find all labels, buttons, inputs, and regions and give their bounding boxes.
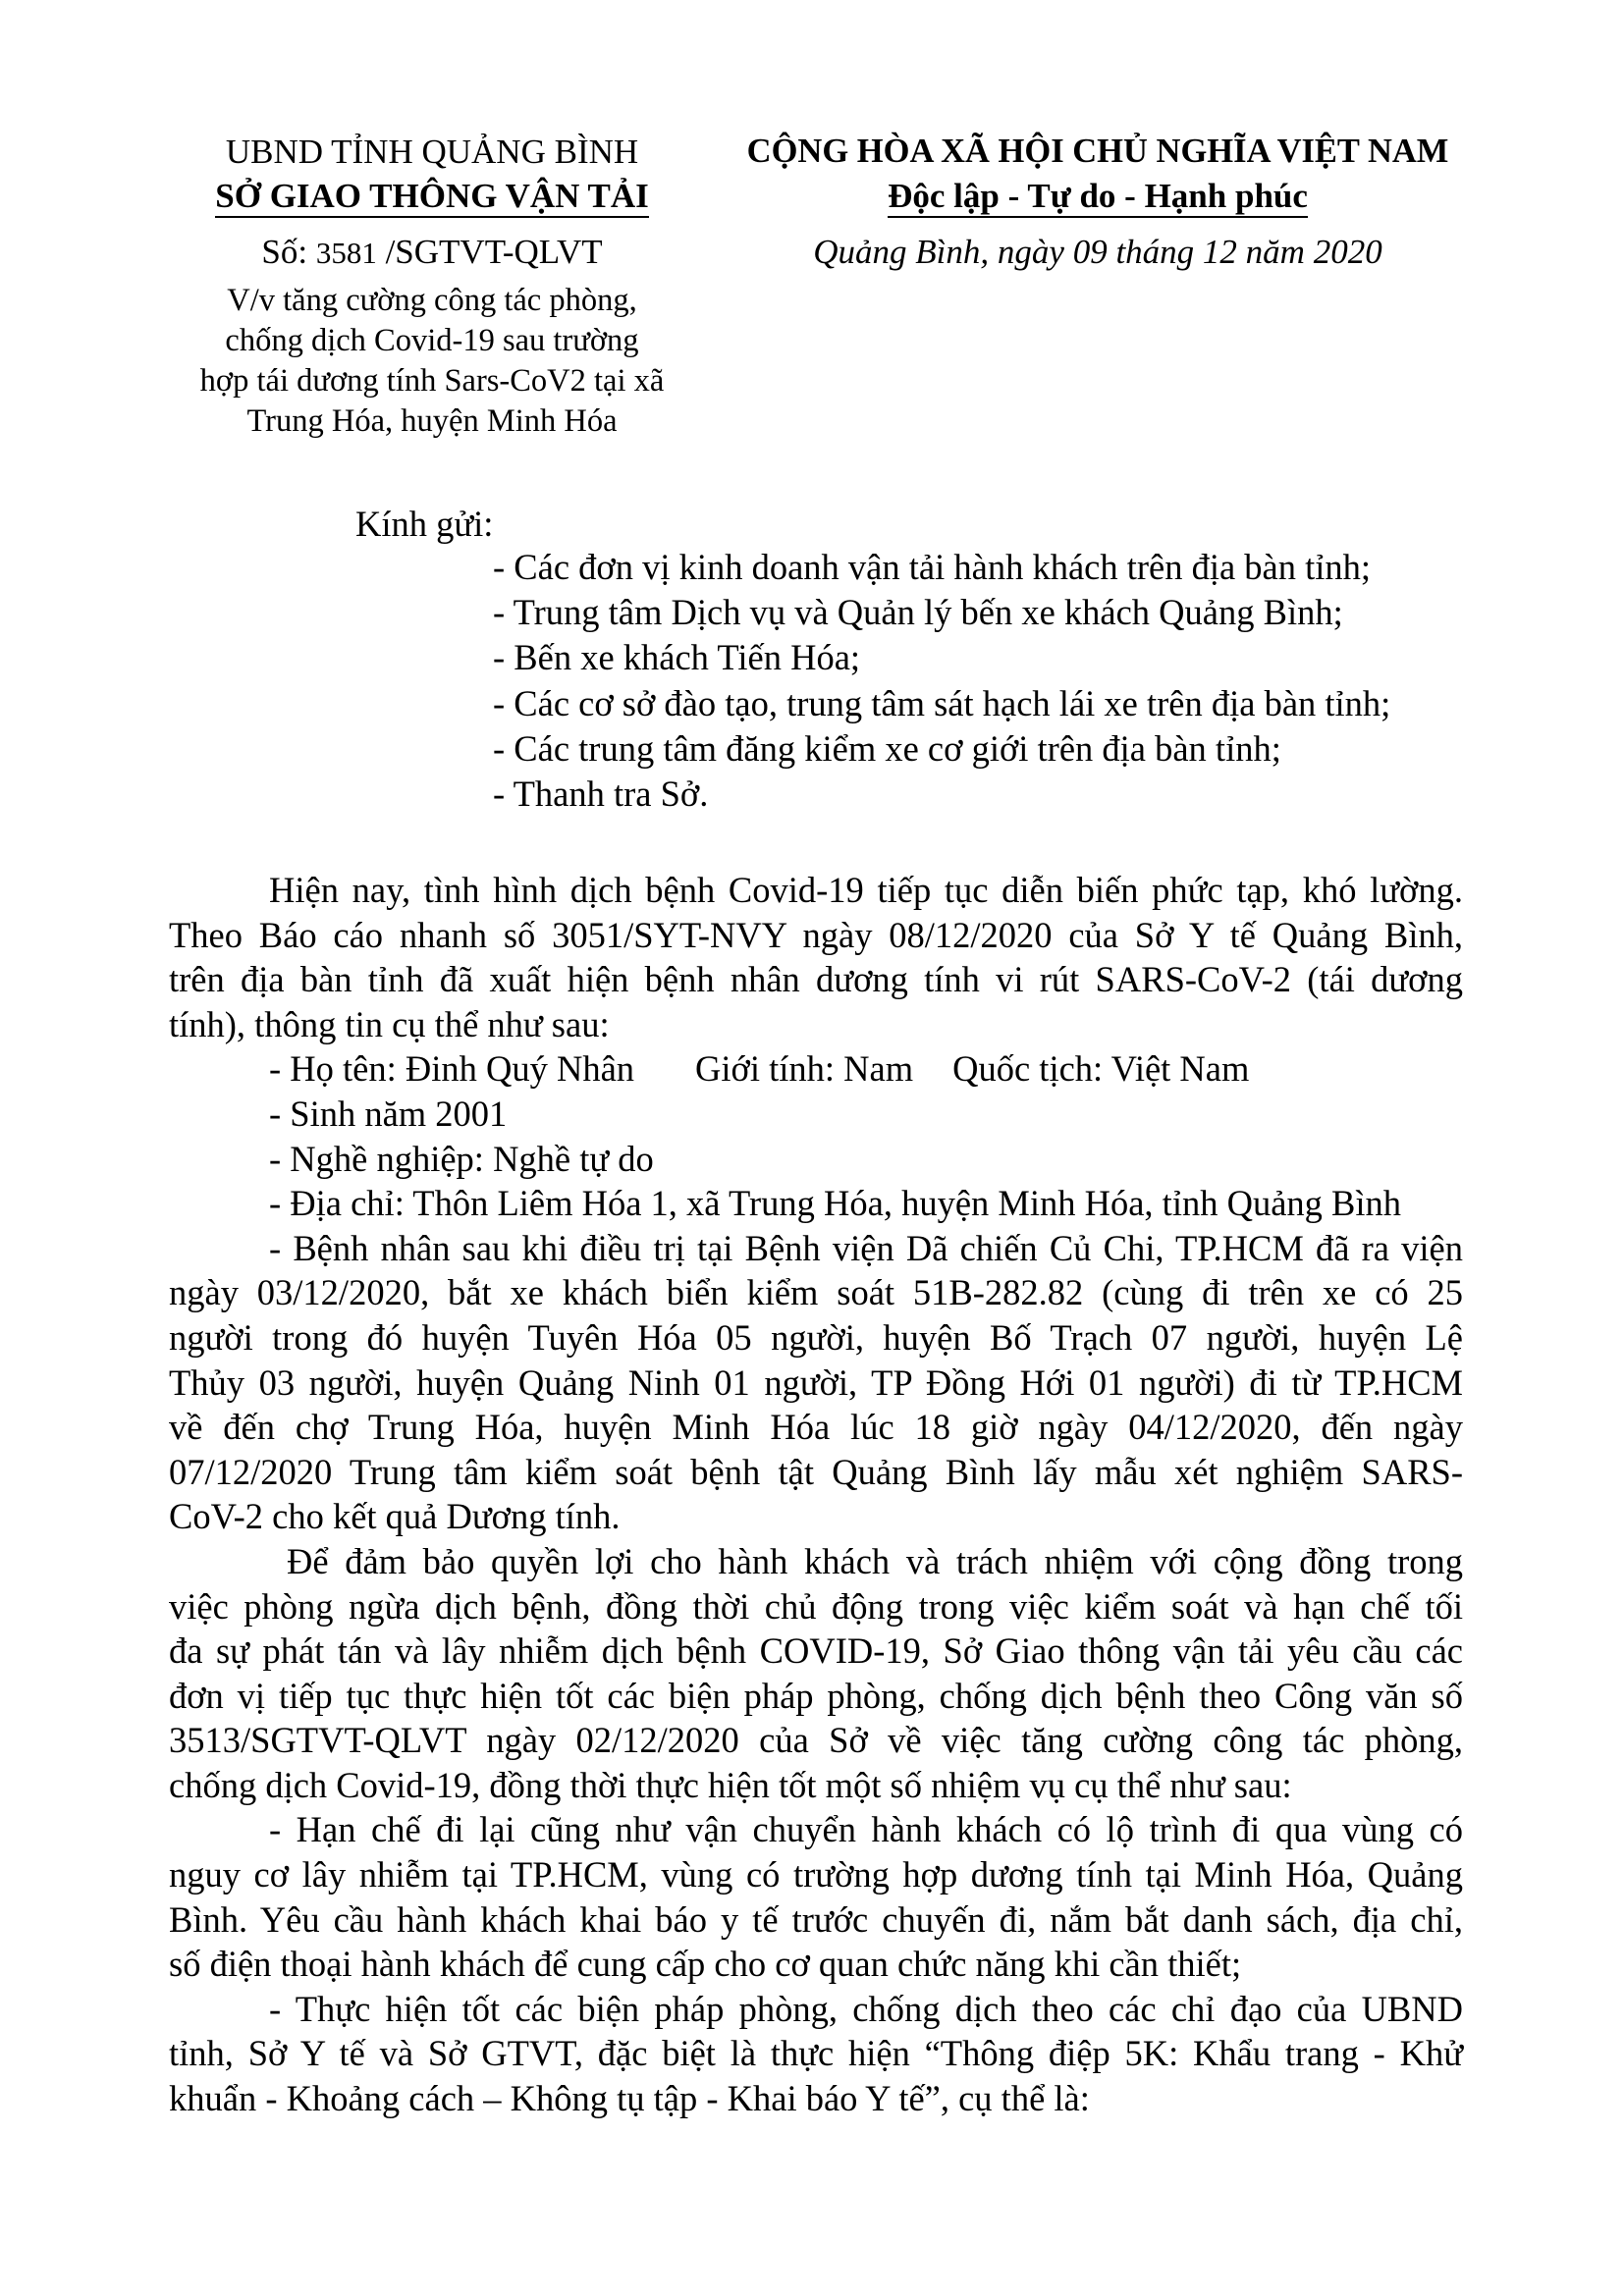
department-name-text: SỞ GIAO THÔNG VẬN TẢI <box>215 177 649 218</box>
department-name <box>187 174 677 219</box>
body-line: khuẩn - Khoảng cách – Không tụ tập - Khai báo Y tế”, cụ thể là: <box>169 2078 1090 2119</box>
nation-title: CỘNG HÒA XÃ HỘI CHỦ NGHĨA VIỆT NAM <box>746 133 1449 170</box>
document-subject <box>187 281 677 442</box>
body-line: - Hạn chế đi lại cũng như vận chuyển hành khách có lộ trình đi qua vùng có <box>269 1809 1463 1850</box>
recipient-item: - Các trung tâm đăng kiểm xe cơ giới trên địa bàn tỉnh; <box>493 727 1281 769</box>
nation-motto <box>705 174 1490 219</box>
body-line: người trong đó huyện Tuyên Hóa 05 người, huyện Bố Trạch 07 người, huyện Lệ <box>169 1316 1463 1358</box>
document-date <box>705 230 1490 275</box>
date-rest: tháng 12 năm 2020 <box>1107 233 1382 271</box>
document-number-prefix: Số: <box>261 233 316 271</box>
body-line: 3513/SGTVT-QLVT ngày 02/12/2020 của Sở về việc tăng cường công tác phòng, <box>169 1720 1463 1761</box>
body-line: Bình. Yêu cầu hành khách khai báo y tế trước chuyến đi, nắm bắt danh sách, địa chỉ, <box>169 1898 1463 1940</box>
task-travel-restriction <box>169 1807 1463 1986</box>
intro-paragraph <box>169 868 1463 1046</box>
patient-address: - Địa chỉ: Thôn Liêm Hóa 1, xã Trung Hóa, huyện Minh Hóa, tỉnh Quảng Bình <box>269 1183 1402 1224</box>
body-line: 07/12/2020 Trung tâm kiểm soát bệnh tật Quảng Bình lấy mẫu xét nghiệm SARS- <box>169 1451 1463 1492</box>
recipient-item: - Các đơn vị kinh doanh vận tải hành khách trên địa bàn tỉnh; <box>493 547 1372 587</box>
patient-job: - Nghề nghiệp: Nghề tự do <box>269 1138 654 1179</box>
patient-nationality: Quốc tịch: Việt Nam <box>952 1048 1250 1090</box>
document-number <box>187 230 677 275</box>
body-line: trên địa bàn tỉnh đã xuất hiện bệnh nhân dương tính vi rút SARS-CoV-2 (tái dương <box>169 959 1463 1000</box>
body-line: tính), thông tin cụ thể như sau: <box>169 1003 610 1044</box>
recipient-item: - Trung tâm Dịch vụ và Quản lý bến xe khách Quảng Bình; <box>493 592 1343 633</box>
subject-line: hợp tái dương tính Sars-CoV2 tại xã <box>199 363 665 399</box>
recipient-list <box>493 545 1390 817</box>
subject-line: V/v tăng cường công tác phòng, <box>227 283 637 318</box>
recipient-item: - Bến xe khách Tiến Hóa; <box>493 637 861 678</box>
body-line: đa sự phát tán và lây nhiễm dịch bệnh COVID-19, Sở Giao thông vận tải yêu cầu các <box>169 1630 1463 1672</box>
document-body <box>169 868 1463 2121</box>
patient-birth: - Sinh năm 2001 <box>269 1093 508 1134</box>
body-line: về đến chợ Trung Hóa, huyện Minh Hóa lúc 18 giờ ngày 04/12/2020, đến ngày <box>169 1407 1463 1448</box>
body-line: tỉnh, Sở Y tế và Sở GTVT, đặc biệt là thực hiện “Thông điệp 5K: Khẩu trang - Khử <box>169 2033 1463 2074</box>
body-line: đơn vị tiếp tục thực hiện tốt các biện pháp phòng, chống dịch bệnh theo Công văn số <box>169 1675 1463 1716</box>
body-line: số điện thoại hành khách để cung cấp cho cơ quan chức năng khi cần thiết; <box>169 1944 1242 1985</box>
patient-history <box>169 1226 1463 1539</box>
body-line: - Bệnh nhân sau khi điều trị tại Bệnh viện Dã chiến Củ Chi, TP.HCM đã ra viện <box>269 1227 1463 1268</box>
body-line: chống dịch Covid-19, đồng thời thực hiện tốt một số nhiệm vụ cụ thể như sau: <box>169 1764 1292 1805</box>
authority-name: UBND TỈNH QUẢNG BÌNH <box>225 133 639 171</box>
requirement-paragraph <box>169 1539 1463 1808</box>
body-line: Thủy 03 người, huyện Quảng Ninh 01 người, TP Đồng Hới 01 người) đi từ TP.HCM <box>169 1362 1463 1403</box>
date-day: 09 <box>1072 233 1108 271</box>
salutation: Kính gửi: <box>355 504 494 544</box>
patient-name: - Họ tên: Đinh Quý Nhân <box>269 1048 635 1090</box>
document-number-value: 3581 <box>315 236 377 270</box>
body-line: CoV-2 cho kết quả Dương tính. <box>169 1496 621 1537</box>
body-line: việc phòng ngừa dịch bệnh, đồng thời chủ động trong việc kiểm soát và hạn chế tối <box>169 1585 1463 1627</box>
task-5k-message <box>169 1987 1463 2121</box>
nation-motto-text: Độc lập - Tự do - Hạnh phúc <box>888 177 1308 218</box>
body-line: ngày 03/12/2020, bắt xe khách biển kiểm soát 51B-282.82 (cùng đi trên xe có 25 <box>169 1272 1463 1313</box>
patient-identity-line <box>269 1046 1463 1092</box>
recipient-item: - Các cơ sở đào tạo, trung tâm sát hạch lái xe trên địa bàn tỉnh; <box>493 682 1391 723</box>
subject-line: Trung Hóa, huyện Minh Hóa <box>246 403 618 439</box>
document-number-suffix: /SGTVT-QLVT <box>376 233 603 271</box>
body-line: Hiện nay, tình hình dịch bệnh Covid-19 tiếp tục diễn biến phức tạp, khó lường. <box>269 870 1463 910</box>
recipient-item: - Thanh tra Sở. <box>493 774 709 815</box>
body-line: - Thực hiện tốt các biện pháp phòng, chống dịch theo các chỉ đạo của UBND <box>269 1988 1463 2029</box>
body-line: Theo Báo cáo nhanh số 3051/SYT-NVY ngày 08/12/2020 của Sở Y tế Quảng Bình, <box>169 914 1463 955</box>
patient-gender: Giới tính: Nam <box>695 1048 914 1090</box>
body-line: Để đảm bảo quyền lợi cho hành khách và trách nhiệm với cộng đồng trong <box>287 1540 1463 1581</box>
patient-info <box>169 1046 1463 1225</box>
subject-line: chống dịch Covid-19 sau trường <box>225 323 639 358</box>
body-line: nguy cơ lây nhiễm tại TP.HCM, vùng có trường hợp dương tính tại Minh Hóa, Quảng <box>169 1854 1463 1896</box>
date-prefix: Quảng Bình, ngày <box>813 233 1073 271</box>
